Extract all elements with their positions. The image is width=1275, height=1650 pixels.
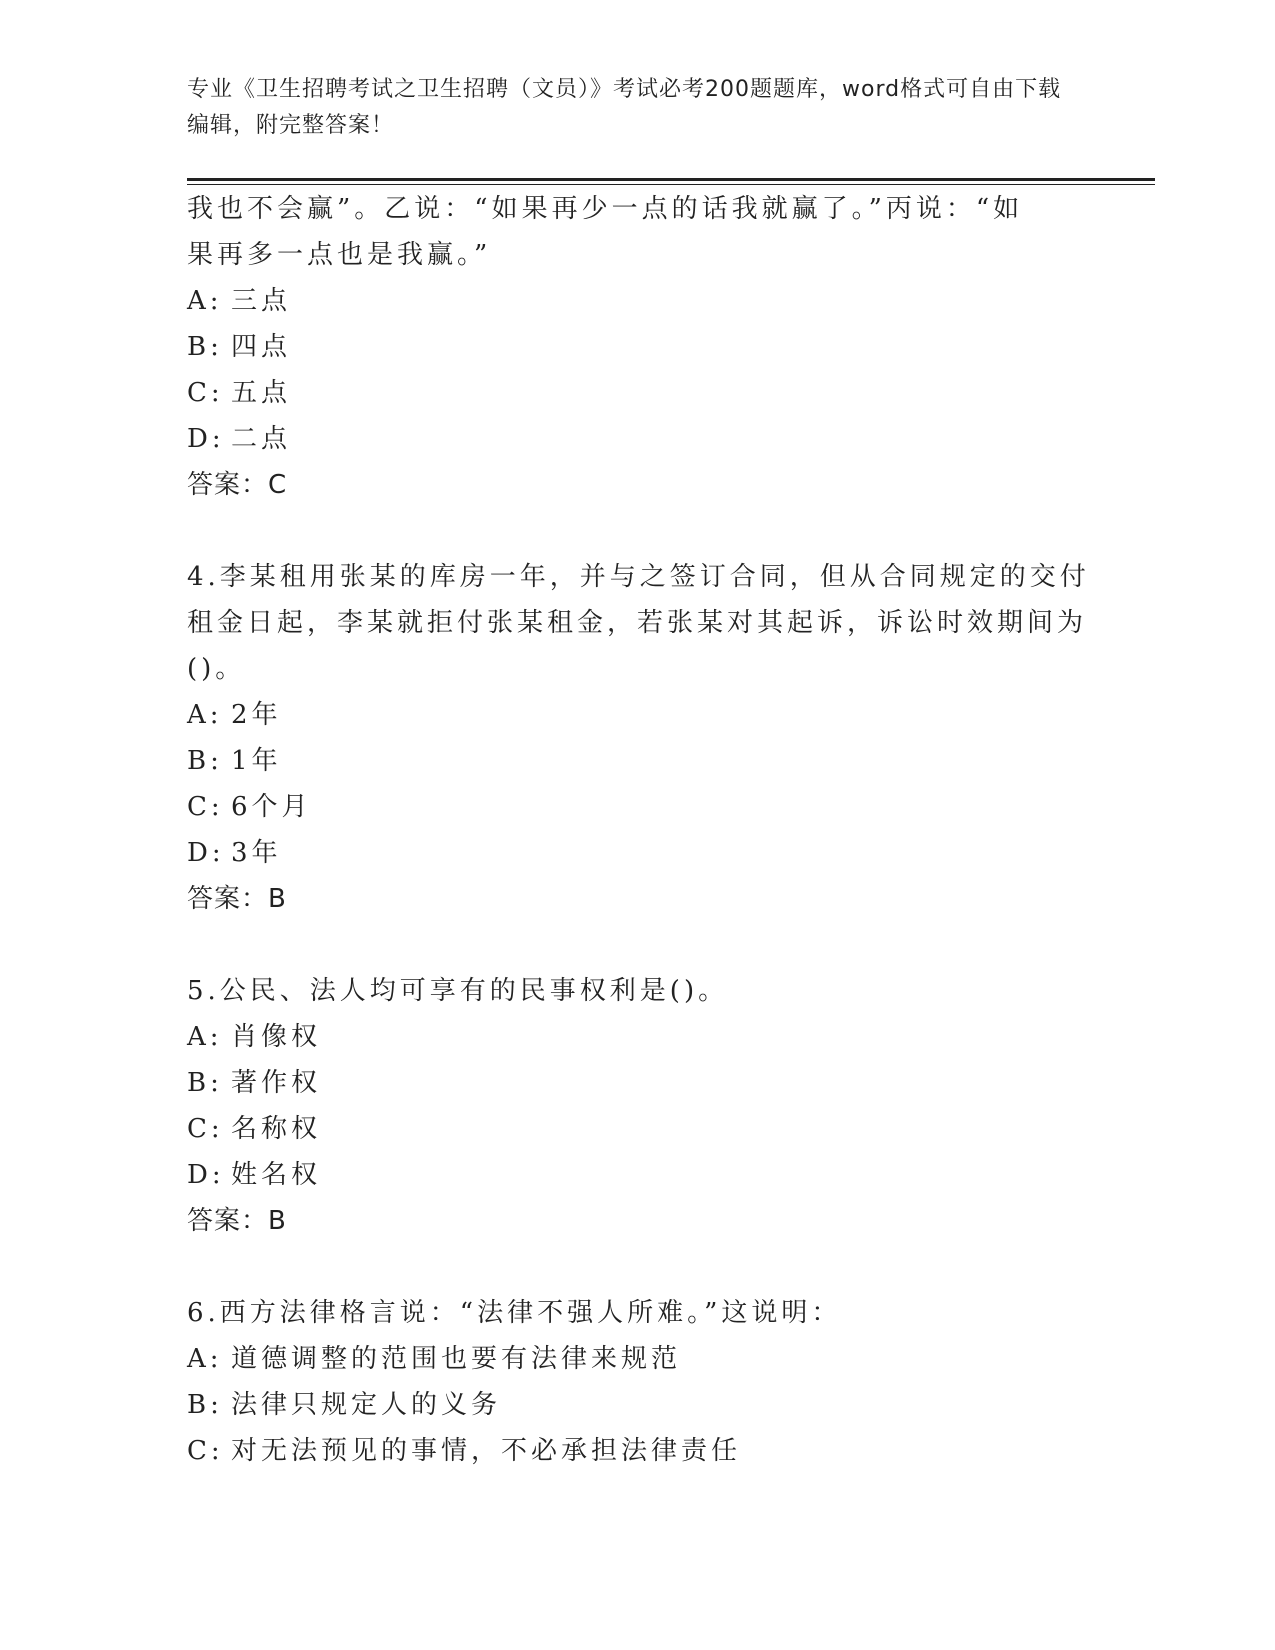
- option-b: [187, 324, 1067, 370]
- option-text: 对无法预见的事情，不必承担法律责任: [231, 1436, 742, 1466]
- option-c: [187, 1106, 1067, 1152]
- option-label: D:: [187, 1160, 225, 1190]
- option-text: 五点: [231, 378, 292, 408]
- option-b: [187, 1060, 1067, 1106]
- option-label: C:: [187, 378, 224, 408]
- option-d: [187, 1152, 1067, 1198]
- option-c: [187, 784, 1067, 830]
- question-text-line: 租金日起，李某就拒付张某租金，若张某对其起诉，诉讼时效期间为: [187, 608, 1088, 638]
- answer-line: 答案：B: [187, 884, 287, 914]
- spacer: [187, 922, 1067, 968]
- option-text: 姓名权: [231, 1160, 322, 1190]
- option-label: C:: [187, 792, 224, 822]
- option-label: A:: [187, 286, 223, 316]
- option-label: B:: [187, 332, 223, 362]
- question-text-line: 6.西方法律格言说：“法律不强人所难。”这说明：: [187, 1298, 842, 1328]
- option-b: [187, 1382, 1067, 1428]
- option-c: [187, 1428, 1067, 1474]
- answer-line: 答案：B: [187, 1206, 287, 1236]
- option-d: [187, 416, 1067, 462]
- option-a: [187, 1336, 1067, 1382]
- question-text-line: 5.公民、法人均可享有的民事权利是()。: [187, 976, 729, 1006]
- option-a: [187, 278, 1067, 324]
- option-d: [187, 830, 1067, 876]
- option-label: B:: [187, 1390, 223, 1420]
- option-text: 著作权: [231, 1068, 322, 1098]
- option-text: 二点: [231, 424, 292, 454]
- question-content: [187, 186, 1090, 1474]
- option-label: B:: [187, 1068, 223, 1098]
- option-label: C:: [187, 1114, 224, 1144]
- question-4: [187, 554, 1090, 922]
- option-text: 四点: [231, 332, 292, 362]
- question-3-continuation: [187, 186, 1067, 508]
- option-c: [187, 370, 1067, 416]
- option-label: A:: [187, 700, 223, 730]
- option-text: 名称权: [231, 1114, 322, 1144]
- question-text-line: 我也不会赢”。乙说：“如果再少一点的话我就赢了。”丙说：“如: [187, 194, 1024, 224]
- option-label: D:: [187, 424, 225, 454]
- option-b: [187, 738, 1067, 784]
- spacer: [187, 508, 1067, 554]
- option-label: D:: [187, 838, 225, 868]
- page-header: 专业《卫生招聘考试之卫生招聘（文员）》考试必考200题题库，word格式可自由下载编辑，附完整答案！: [187, 77, 1062, 138]
- question-5: [187, 968, 1067, 1244]
- option-text: 三点: [231, 286, 292, 316]
- question-6: [187, 1290, 1067, 1474]
- option-label: A:: [187, 1344, 223, 1374]
- spacer: [187, 1244, 1067, 1290]
- question-text-line: 果再多一点也是我赢。”: [187, 240, 492, 270]
- option-label: B:: [187, 746, 223, 776]
- option-text: 法律只规定人的义务: [231, 1390, 502, 1420]
- option-text: 3年: [231, 838, 282, 868]
- option-text: 道德调整的范围也要有法律来规范: [231, 1344, 682, 1374]
- option-text: 1年: [231, 746, 282, 776]
- header-divider-thin: [187, 184, 1155, 185]
- question-text-line: ()。: [187, 654, 246, 684]
- option-a: [187, 1014, 1067, 1060]
- header-divider-thick: [187, 178, 1155, 181]
- option-text: 肖像权: [231, 1022, 322, 1052]
- option-a: [187, 692, 1067, 738]
- option-text: 2年: [231, 700, 282, 730]
- option-text: 6个月: [231, 792, 312, 822]
- answer-line: 答案：C: [187, 470, 288, 500]
- option-label: A:: [187, 1022, 223, 1052]
- option-label: C:: [187, 1436, 224, 1466]
- question-text-line: 4.李某租用张某的库房一年，并与之签订合同，但从合同规定的交付: [187, 562, 1090, 592]
